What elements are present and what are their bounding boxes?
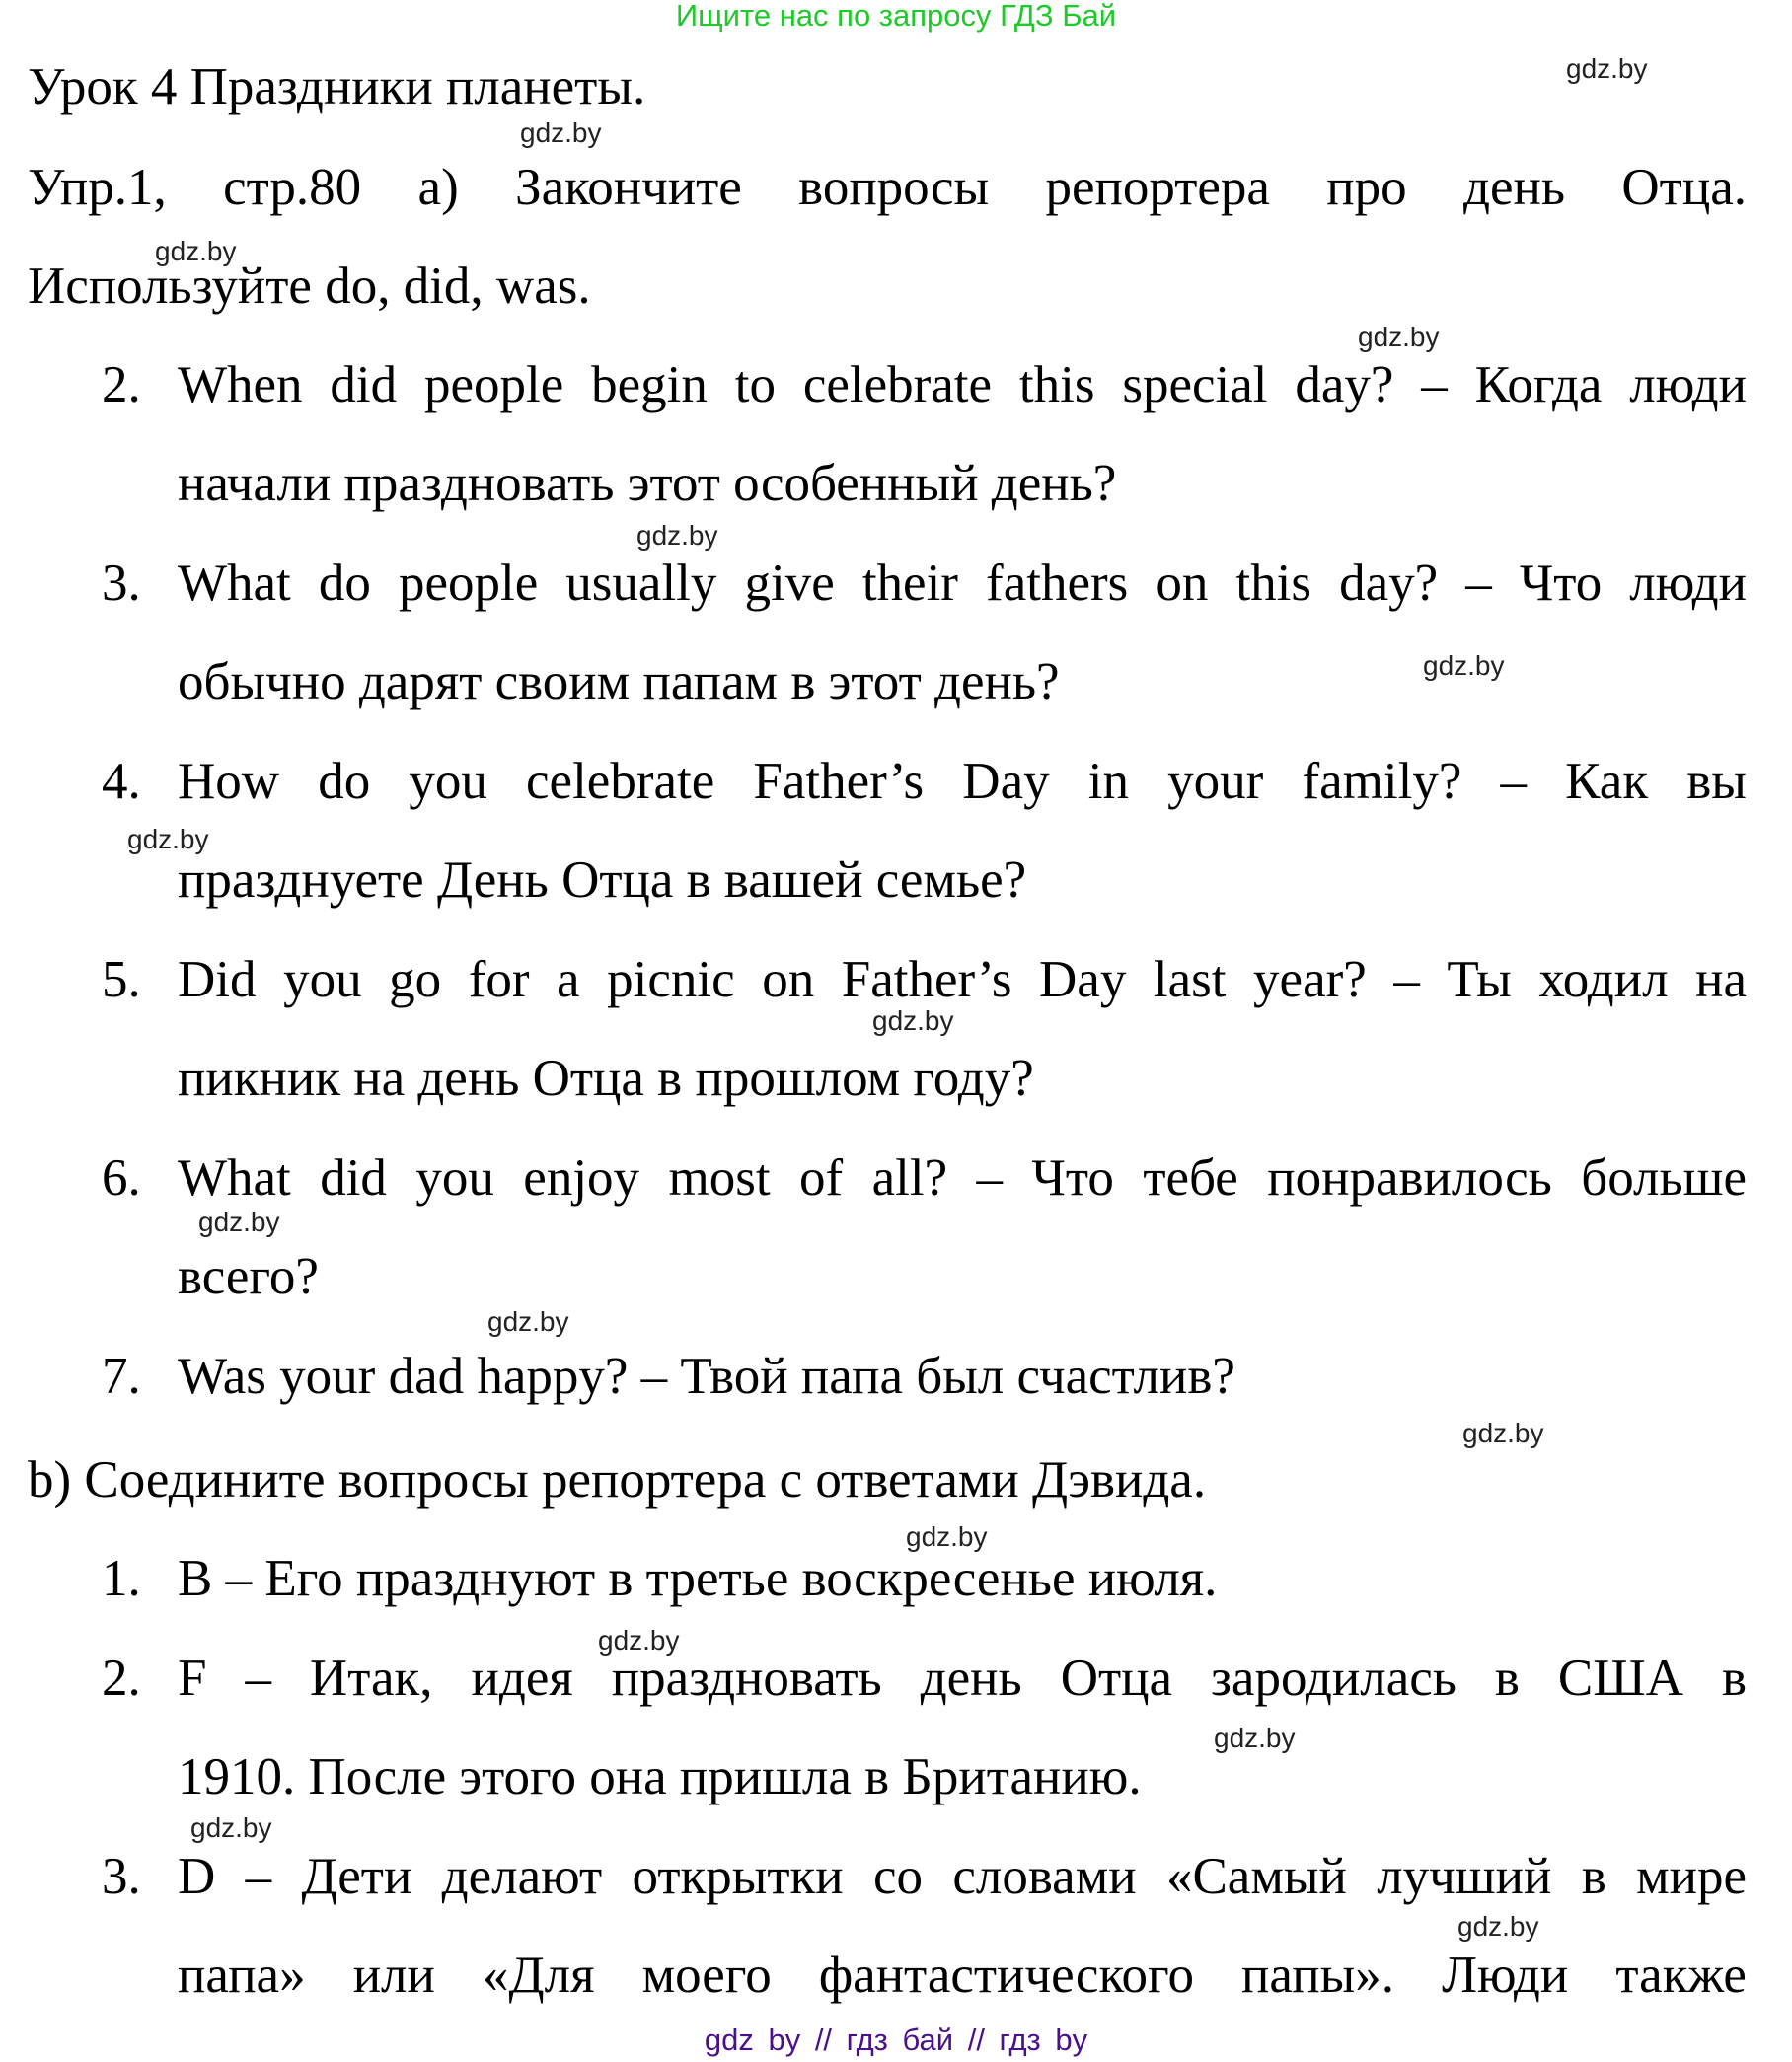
word: день xyxy=(920,1650,1022,1707)
watermark: gdz.by xyxy=(598,1625,680,1656)
watermark: gdz.by xyxy=(155,236,237,266)
word: со xyxy=(873,1848,924,1905)
word: Люди xyxy=(1442,1947,1569,2004)
word: праздновать xyxy=(611,1650,882,1707)
word: в xyxy=(1581,1848,1606,1905)
word: словами xyxy=(952,1848,1137,1905)
item-text-cont: всего? xyxy=(178,1248,319,1305)
item-text: Did you go for a picnic on Father’s Day last year? – Ты ходил на xyxy=(178,951,1747,1008)
word: «Для xyxy=(482,1947,595,2004)
search-banner[interactable]: Ищите нас по запросу ГДЗ Бай xyxy=(675,0,1117,33)
word: США xyxy=(1557,1650,1683,1707)
watermark: gdz.by xyxy=(198,1207,280,1237)
watermark: gdz.by xyxy=(190,1812,272,1843)
item-text: B – Его празднуют в третье воскресенье июля. xyxy=(178,1550,1218,1607)
word: открытки xyxy=(632,1848,844,1905)
watermark: gdz.by xyxy=(487,1306,569,1337)
word: вопросы xyxy=(798,159,990,216)
item-text: What do people usually give their fathers on this day? – Что люди xyxy=(178,554,1747,612)
word: также xyxy=(1615,1947,1747,2004)
word: family? xyxy=(1302,753,1462,810)
word: моего xyxy=(641,1947,772,2004)
word: или xyxy=(352,1947,435,2004)
word: делают xyxy=(441,1848,603,1905)
watermark: gdz.by xyxy=(1423,650,1505,681)
word: Упр.1, xyxy=(28,159,167,216)
word: Day xyxy=(962,753,1050,810)
item-text-cont: обычно дарят своим папам в этот день? xyxy=(178,653,1060,710)
word: Отца. xyxy=(1621,159,1747,216)
word: «Самый xyxy=(1165,1848,1347,1905)
word: зародилась xyxy=(1210,1650,1456,1707)
word: Как xyxy=(1565,753,1649,810)
word: – xyxy=(245,1848,272,1905)
word: Father’s xyxy=(753,753,925,810)
item-number: 2. xyxy=(102,1650,141,1707)
item-number: 2. xyxy=(102,356,141,413)
item-text-cont: пикник на день Отца в прошлом году? xyxy=(178,1050,1034,1107)
exercise-instruction: Используйте do, did, was. xyxy=(28,258,591,315)
item-number: 3. xyxy=(102,1848,141,1905)
item-text xyxy=(178,1847,1747,1906)
word: you xyxy=(409,753,487,810)
word: How xyxy=(178,753,280,810)
item-number: 3. xyxy=(102,554,141,612)
word: Дети xyxy=(301,1848,412,1905)
item-number: 1. xyxy=(102,1550,141,1607)
word: папы». xyxy=(1241,1947,1394,2004)
watermark: gdz.by xyxy=(1462,1418,1544,1448)
item-text: When did people begin to celebrate this special day? – Когда люди xyxy=(178,356,1747,413)
item-text xyxy=(178,752,1747,811)
item-text xyxy=(178,1649,1747,1708)
word: Закончите xyxy=(515,159,742,216)
watermark: gdz.by xyxy=(1457,1911,1539,1942)
item-text-cont: 1910. После этого она пришла в Британию. xyxy=(178,1748,1142,1805)
item-text: Was your dad happy? – Твой папа был счастлив? xyxy=(178,1348,1235,1405)
page-title: Урок 4 Праздники планеты. xyxy=(28,58,646,115)
word: D xyxy=(178,1848,216,1905)
item-text: What did you enjoy most of all? – Что тебе понравилось больше xyxy=(178,1149,1747,1207)
word: вы xyxy=(1686,753,1747,810)
watermark: gdz.by xyxy=(1214,1723,1296,1753)
item-text-cont: начали праздновать этот особенный день? xyxy=(178,455,1117,512)
word: папа» xyxy=(178,1947,306,2004)
watermark: gdz.by xyxy=(636,520,718,551)
word: про xyxy=(1326,159,1407,216)
item-number: 7. xyxy=(102,1348,141,1405)
watermark: gdz.by xyxy=(127,824,209,854)
word: в xyxy=(1721,1650,1747,1707)
word: день xyxy=(1463,159,1566,216)
watermark: gdz.by xyxy=(906,1521,988,1552)
word: a) xyxy=(417,159,459,216)
word: в xyxy=(1494,1650,1520,1707)
footer-links[interactable]: gdz by // гдз бай // гдз by xyxy=(704,2023,1088,2057)
part-b-header: b) Соедините вопросы репортера с ответами Дэвида. xyxy=(28,1451,1207,1509)
word: Итак, xyxy=(309,1650,433,1707)
word: фантастического xyxy=(818,1947,1194,2004)
item-text-cont xyxy=(178,1946,1747,2005)
watermark: gdz.by xyxy=(1566,53,1648,84)
watermark: gdz.by xyxy=(872,1005,954,1036)
word: стр.80 xyxy=(223,159,362,216)
word: Отца xyxy=(1060,1650,1173,1707)
word: – xyxy=(1500,753,1527,810)
exercise-header xyxy=(28,158,1747,217)
item-text-cont: празднуете День Отца в вашей семье? xyxy=(178,851,1027,909)
watermark: gdz.by xyxy=(1358,322,1440,352)
word: идея xyxy=(471,1650,573,1707)
word: лучший xyxy=(1377,1848,1552,1905)
word: репортера xyxy=(1045,159,1270,216)
word: celebrate xyxy=(526,753,715,810)
item-number: 5. xyxy=(102,951,141,1008)
word: мире xyxy=(1636,1848,1747,1905)
watermark: gdz.by xyxy=(520,117,602,148)
item-number: 4. xyxy=(102,753,141,810)
word: in xyxy=(1087,753,1129,810)
word: your xyxy=(1167,753,1264,810)
item-number: 6. xyxy=(102,1149,141,1207)
word: do xyxy=(318,753,371,810)
word: – xyxy=(245,1650,271,1707)
word: F xyxy=(178,1650,207,1707)
